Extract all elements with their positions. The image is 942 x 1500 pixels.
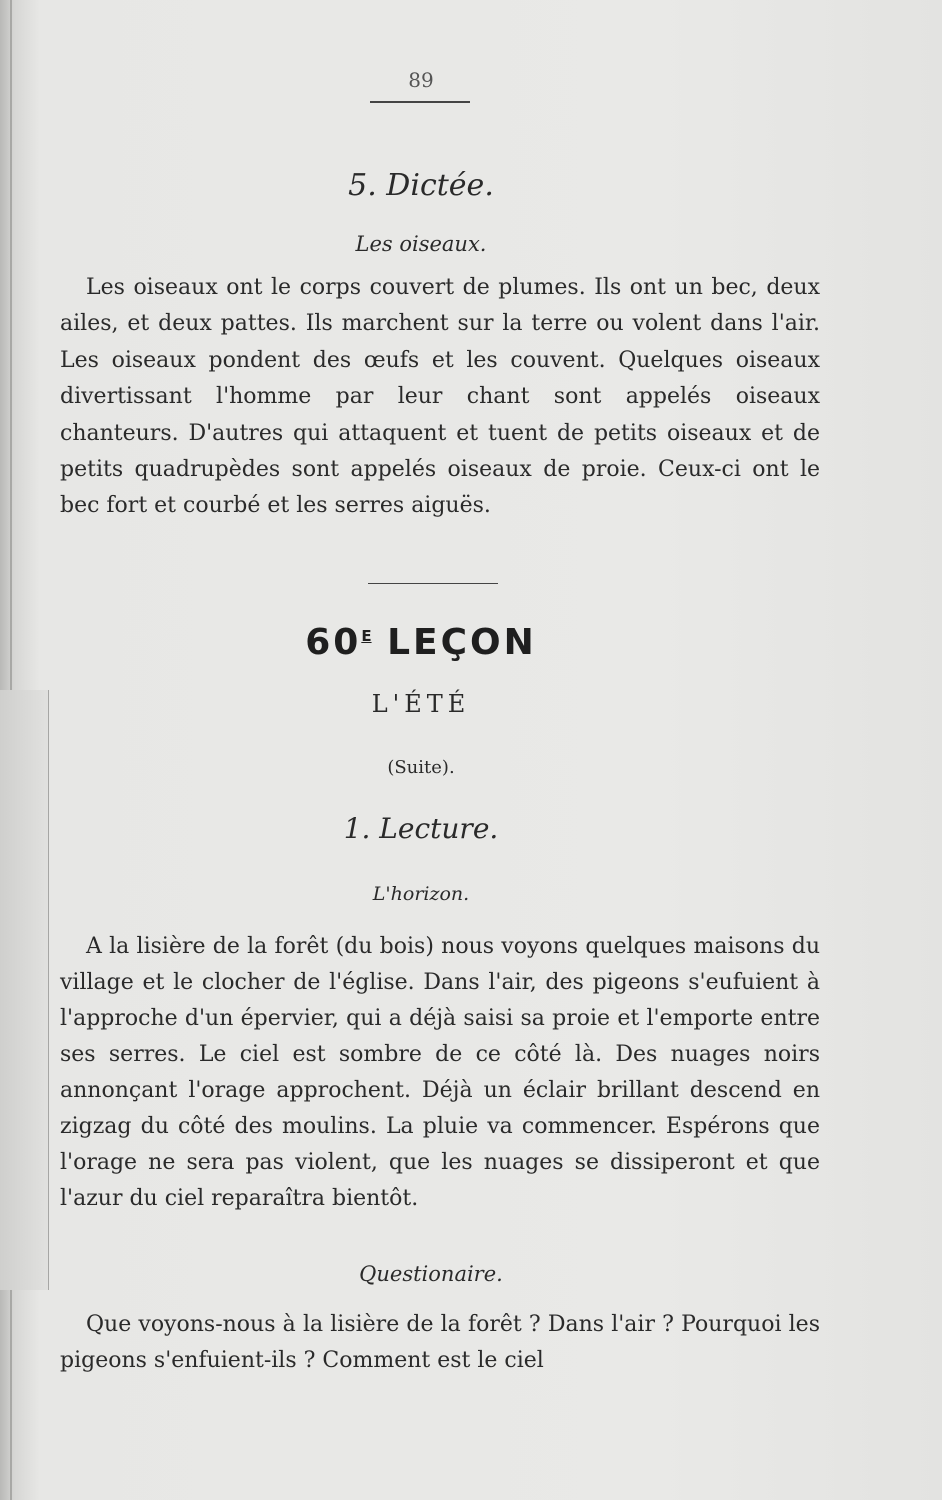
- dictation-title: 5. Dictée.: [348, 168, 494, 203]
- torn-margin: [0, 690, 49, 1290]
- section-divider: [368, 583, 498, 584]
- dictation-subtitle: Les oiseaux.: [355, 232, 487, 256]
- page-number-rule: [370, 101, 470, 103]
- lesson-topic: L'ÉTÉ: [371, 690, 471, 718]
- lesson-title: [0, 622, 842, 663]
- reading-text: A la lisière de la forêt (du bois) nous voyons quelques maisons du village et le clocher de l'église. Dans l'air, des pigeons s'eufuient à l'approche d'un épervier, qui a déjà saisi sa proie et l'emporte entre ses serres. Le ciel est sombre de ce côté là. Des nuages noirs annonçant l'orage approchent. Déjà un éclair brillant descend en zigzag du côté des moulins. La pluie va commencer. Espérons que l'orage ne sera pas violent, que les nuages se dissiperont et que l'azur du ciel reparaîtra bientôt.: [60, 934, 820, 1211]
- dictation-text: Les oiseaux ont le corps couvert de plumes. Ils ont un bec, deux ailes, et deux pattes. Ils marchent sur la terre ou volent dans l'air. Les oiseaux pondent des œufs et les couvent. Quelques oiseaux divertissant l'homme par leur chant sont appelés oiseaux chanteurs. D'autres qui attaquent et tuent de petits oiseaux et de petits quadrupèdes sont appelés oiseaux de proie. Ceux-ci ont le bec fort et courbé et les serres aiguës.: [60, 275, 820, 519]
- lesson-number: 60: [305, 622, 362, 663]
- reading-title: 1. Lecture.: [343, 812, 499, 845]
- reading-subtitle: L'horizon.: [372, 883, 470, 905]
- questionnaire-text: Que voyons-nous à la lisière de la forêt ? Dans l'air ? Pourquoi les pigeons s'enfuient-ils ? Comment est le ciel: [60, 1312, 820, 1373]
- lesson-ordinal: E: [361, 627, 372, 645]
- questionnaire-title: Questionaire.: [359, 1262, 503, 1286]
- lesson-note: (Suite).: [387, 757, 455, 778]
- page-number: 89: [408, 68, 434, 92]
- lesson-word: LEÇON: [387, 622, 537, 663]
